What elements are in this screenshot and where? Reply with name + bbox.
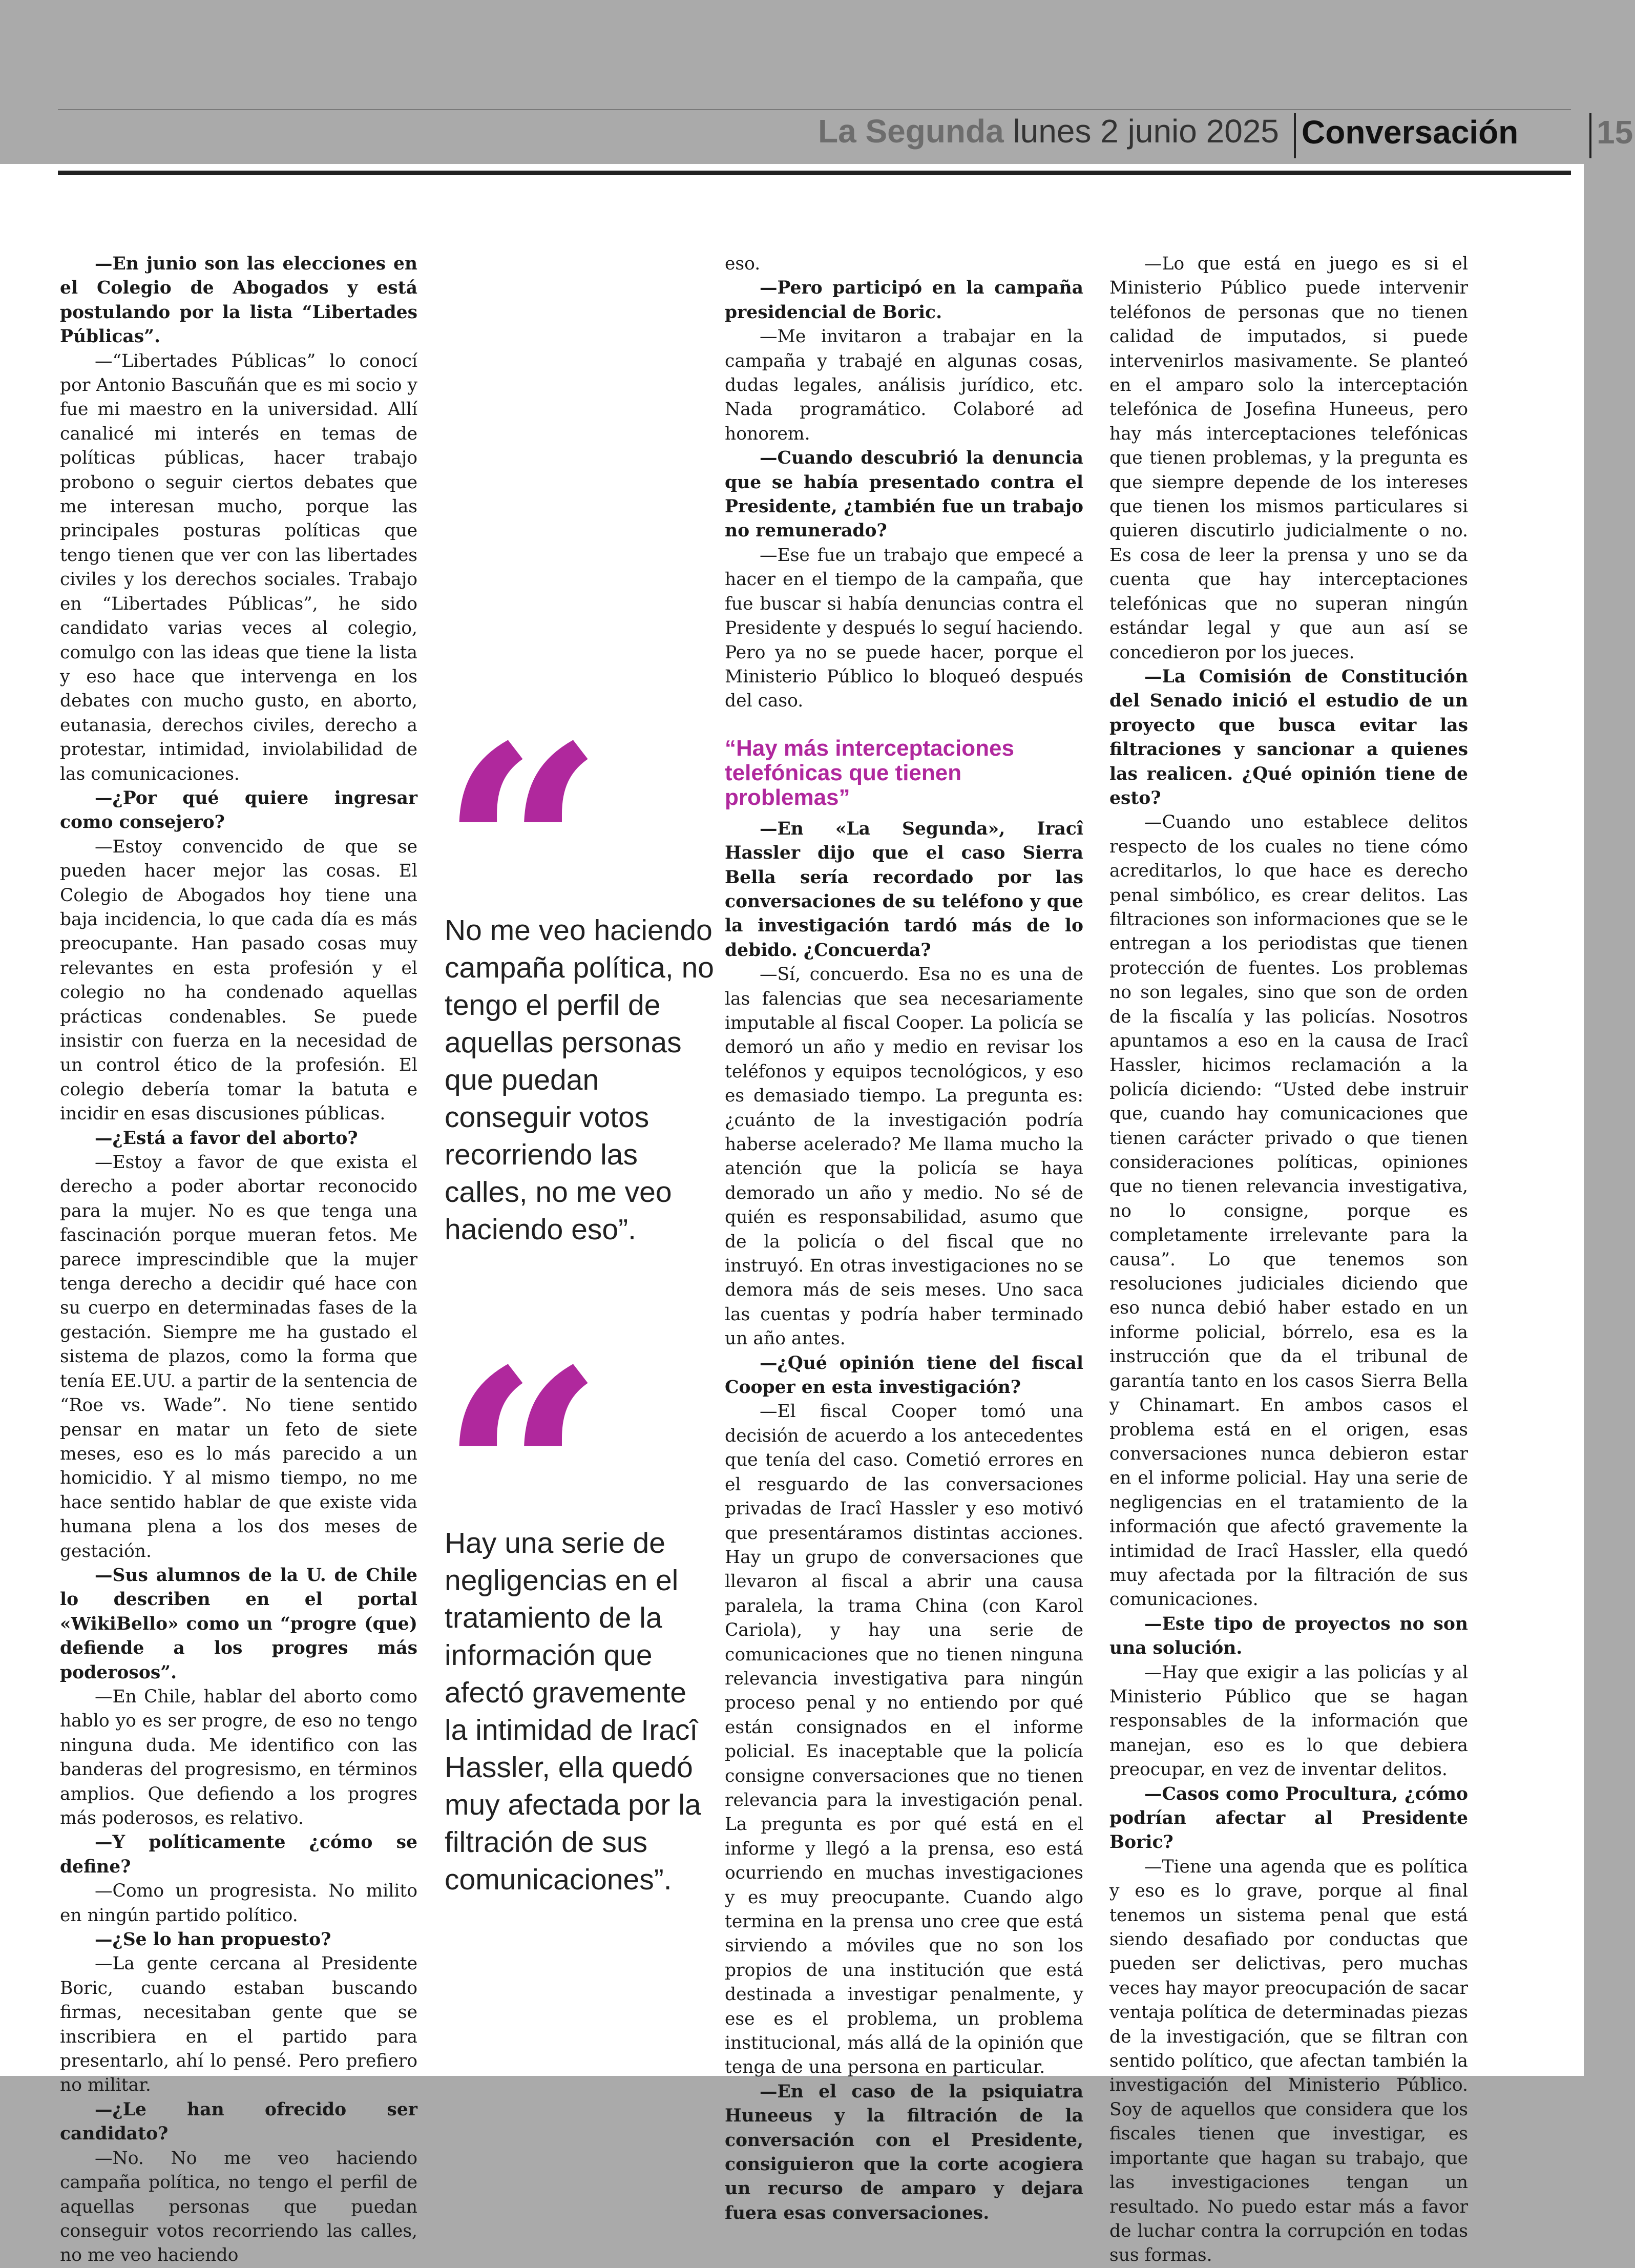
section-title: Conversación: [1302, 114, 1519, 151]
article-column-3: [725, 252, 1083, 2225]
pull-quote-2: Hay una serie de negligencias en el tratamiento de la información que afectó gravemente la intimidad de Iracî Hassler, ella quedó muy afectada por la filtración de sus comunicaciones”.: [445, 1527, 701, 1896]
header-divider: [1589, 113, 1591, 158]
publication-line: [818, 112, 1279, 150]
interview-question: —¿Le han ofrecido ser candidato?: [60, 2099, 417, 2145]
interview-question: —Y políticamente ¿cómo se define?: [60, 1832, 417, 1877]
interview-question: —¿Por qué quiere ingresar como consejero?: [60, 787, 417, 833]
interview-question: —Cuando descubrió la denuncia que se había presentado contra el Presidente, ¿también fue un trabajo no remunerado?: [725, 448, 1083, 542]
quote-mark-glyph: [439, 713, 604, 867]
section-subheading: “Hay más interceptaciones telefónicas que tienen problemas”: [725, 735, 1014, 810]
publication-date: lunes 2 junio 2025: [1013, 113, 1279, 150]
interview-answer: —El fiscal Cooper tomó una decisión de acuerdo a los antecedentes que tenía del caso. Cometió errores en el resguardo de las conversaciones privadas de Iracî Hassler y eso motivó que presentáramos distintas acciones. Hay un grupo de conversaciones que llevaron al fiscal a abrir una causa paralela, la trama China (con Karol Cariola), y hay una serie de comunicaciones que no tienen ninguna relevancia investigativa para ningún proceso penal y no entiendo por qué están consignados en el informe policial. Es inaceptable que la policía consigne conversaciones que no tienen relevancia para la investigación penal. La pregunta es por qué está en el informe y llegó a la prensa, eso está ocurriendo en muchas investigaciones y es muy preocupante. Cuando algo termina en la prensa uno cree que está sirviendo a móviles que no son los propios de una institución que está destinada a investigar penalmente, y ese es el problema, un problema institucional, más allá de la opinión que tenga de una persona en particular.: [725, 1401, 1083, 2078]
interview-question: —En el caso de la psiquiatra Huneeus y la filtración de la conversación con el Presidente, consiguieron que la corte acogiera un recurso de amparo y dejara fuera esas conversaciones.: [725, 2081, 1083, 2223]
quote-mark-icon: [439, 1337, 604, 1491]
interview-question: —En junio son las elecciones en el Colegio de Abogados y está postulando por la lista “Libertades Públicas”.: [60, 254, 417, 347]
interview-answer: —Sí, concuerdo. Esa no es una de las falencias que sea necesariamente imputable al fiscal Cooper. La policía se demoró un año y medio en revisar los teléfonos y equipos tecnológicos, y eso es demasiado tiempo. La pregunta es: ¿cuánto de la investigación podría haberse acelerado? Me llama mucho la atención que la policía se haya demorado un año y medio. No sé de quién es responsabilidad, asumo que de la policía o del fiscal que no instruyó. En otras investigaciones no se demora más de seis meses. Uno saca las cuentas y podría haber terminado un año antes.: [725, 964, 1083, 1349]
interview-answer: eso.: [725, 254, 761, 274]
column-3-top: [725, 252, 1083, 714]
column-3-bottom: [725, 817, 1083, 2226]
header-bottom-rule: [58, 171, 1571, 175]
interview-answer: —Como un progresista. No milito en ningún partido político.: [60, 1881, 417, 1926]
interview-question: —Casos como Procultura, ¿cómo podrían afectar al Presidente Boric?: [1109, 1783, 1468, 1853]
interview-answer: —Hay que exigir a las policías y al Ministerio Público que se hagan responsables de la información que manejan, eso es lo que debiera preocupar, en vez de inventar delitos.: [1109, 1662, 1468, 1780]
quote-mark-glyph: [439, 1337, 604, 1491]
interview-question: —Este tipo de proyectos no son una solución.: [1109, 1613, 1468, 1659]
article-column-4: [1109, 252, 1468, 2268]
interview-answer: —En Chile, hablar del aborto como hablo yo es ser progre, de eso no tengo ninguna duda. Me identifico con las banderas del progresismo, en términos amplios. Que defiendo a los progres más poderosos, es relativo.: [60, 1686, 417, 1828]
interview-question: —Sus alumnos de la U. de Chile lo describen en el portal «WikiBello» como un “progre (que) defiende a los progres más poderosos”.: [60, 1565, 417, 1683]
interview-answer: —No. No me veo haciendo campaña política, no tengo el perfil de aquellas personas que puedan conseguir votos recorriendo las calles, no me veo haciendo: [60, 2148, 417, 2266]
interview-question: —¿Se lo han propuesto?: [95, 1929, 331, 1950]
interview-answer: —Estoy convencido de que se pueden hacer mejor las cosas. El Colegio de Abogados hoy tiene una baja incidencia, lo que cada día es más preocupante. Han pasado cosas muy relevantes en esta profesión y el colegio no ha condenado aquellas prácticas condenables. Se puede insistir con fuerza en la necesidad de un control ético de la profesión. El colegio debería tomar la batuta e incidir en esas discusiones públicas.: [60, 836, 417, 1125]
article-column-1: [60, 252, 417, 2268]
publication-name: La Segunda: [817, 113, 1004, 150]
interview-question: —¿Qué opinión tiene del fiscal Cooper en esta investigación?: [725, 1353, 1083, 1398]
pull-quote-1: No me veo haciendo campaña política, no tengo el perfil de aquellas personas que puedan conseguir votos recorriendo las calles, no me veo haciendo eso”.: [445, 914, 714, 1246]
interview-answer: —Estoy a favor de que exista el derecho a poder abortar reconocido para la mujer. No es que tenga una fascinación porque mueran fetos. Me parece imprescindible que la mujer tenga derecho a decidir qué hace con su cuerpo en determinadas fases de la gestación. Siempre me ha gustado el sistema de plazos, como la forma que tenía EE.UU. a partir de la sentencia de “Roe vs. Wade”. No tiene sentido pensar en matar un feto de siete meses, eso es lo más parecido a un homicidio. Y al mismo tiempo, no me hace sentido hablar de que existe vida humana plena a los dos meses de gestación.: [60, 1152, 417, 1562]
interview-question: —¿Está a favor del aborto?: [95, 1128, 358, 1149]
interview-question: —En «La Segunda», Iracî Hassler dijo que el caso Sierra Bella sería recordado por las conversaciones de su teléfono y que la investigación tardó más de lo debido. ¿Concuerda?: [725, 818, 1083, 961]
interview-answer: —Tiene una agenda que es política y eso es lo grave, porque al final tenemos un sistema penal que está siendo desafiado por conductas que pueden ser delictivas, pero muchas veces hay mayor preocupación de sacar ventaja política de determinadas piezas de la investigación, que se filtran con sentido político, que afectan también la investigación del Ministerio Público. Soy de aquellos que considera que los fiscales tienen que investigar, es importante que hagan su trabajo, que las investigaciones tengan un resultado. No puedo estar más a favor de luchar contra la corrupción en todas sus formas.: [1109, 1856, 1468, 2266]
interview-answer: —Ese fue un trabajo que empecé a hacer en el tiempo de la campaña, que fue buscar si había denuncias contra el Presidente y después lo seguí haciendo. Pero ya no se puede hacer, porque el Ministerio Público lo bloqueó después del caso.: [725, 545, 1083, 712]
interview-question: —La Comisión de Constitución del Senado inició el estudio de un proyecto que busca evitar las filtraciones y sancionar a quienes las realicen. ¿Qué opinión tiene de esto?: [1109, 666, 1468, 808]
page-header: [58, 110, 1633, 161]
header-divider: [1294, 113, 1296, 158]
interview-answer: —Me invitaron a trabajar en la campaña y trabajé en algunas cosas, dudas legales, análisis jurídico, etc. Nada programático. Colaboré ad honorem.: [725, 326, 1083, 444]
interview-answer: —La gente cercana al Presidente Boric, cuando estaban buscando firmas, necesitaban gente que se inscribiera en el partido para presentarlo, ahí lo pensé. Pero prefiero no militar.: [60, 1953, 417, 2096]
page-number: 15: [1597, 114, 1633, 151]
interview-question: —Pero participó en la campaña presidencial de Boric.: [725, 278, 1083, 323]
quote-mark-icon: [439, 713, 604, 867]
interview-answer: —Lo que está en juego es si el Ministerio Público puede intervenir teléfonos de personas que no tienen calidad de imputados, si puede intervenirlos masivamente. Se planteó en el amparo solo la interceptación telefónica de Josefina Huneeus, pero hay más interceptaciones telefónicas que tienen problemas, y la pregunta es que siempre depende de los intereses que tienen los mismos particulares si quieren discutirlo judicialmente o no. Es cosa de leer la prensa y uno se da cuenta que hay interceptaciones telefónicas que no superan ningún estándar legal y que aun así se concedieron por los jueces.: [1109, 254, 1468, 663]
interview-answer: —Cuando uno establece delitos respecto de los cuales no tiene cómo acreditarlos, lo que hace es derecho penal simbólico, es crear delitos. Las filtraciones son informaciones que se le entregan a los periodistas que tienen protección de fuentes. Los problemas no son legales, sino que son de orden de la fiscalía y las policías. Nosotros apuntamos a eso en la causa de Iracî Hassler, hicimos reclamación a la policía diciendo: “Usted debe instruir que, cuando hay comunicaciones que tienen carácter privado o que tienen consideraciones políticas, opiniones que no tienen relevancia investigativa, no lo consigne, porque es completamente irrelevante para la causa”. Lo que tenemos son resoluciones judiciales diciendo que eso nunca debió haber estado en un informe policial, bórrelo, esa es la instrucción que da el tribunal de garantía tanto en los casos Sierra Bella y Chinamart. En ambos casos el problema está en el origen, esas conversaciones nunca debieron estar en el informe policial. Hay una serie de negligencias en el tratamiento de la información que afectó gravemente la intimidad de Iracî Hassler, ella quedó muy afectada por la filtración de sus comunicaciones.: [1109, 812, 1468, 1610]
interview-answer: —“Libertades Públicas” lo conocí por Antonio Bascuñán que es mi socio y fue mi maestro en la universidad. Allí canalicé mi interés en temas de políticas públicas, hacer trabajo probono o seguir ciertos debates que me interesan mucho, porque las principales posturas políticas que tengo tienen que ver con las libertades civiles y los derechos sociales. Trabajo en “Libertades Públicas”, he sido candidato varias veces al colegio, comulgo con las ideas que tiene la lista y eso hace que intervenga en los debates con mucho gusto, en aborto, eutanasia, derechos civiles, derecho a protestar, intimidad, inviolabilidad de las comunicaciones.: [60, 350, 417, 784]
